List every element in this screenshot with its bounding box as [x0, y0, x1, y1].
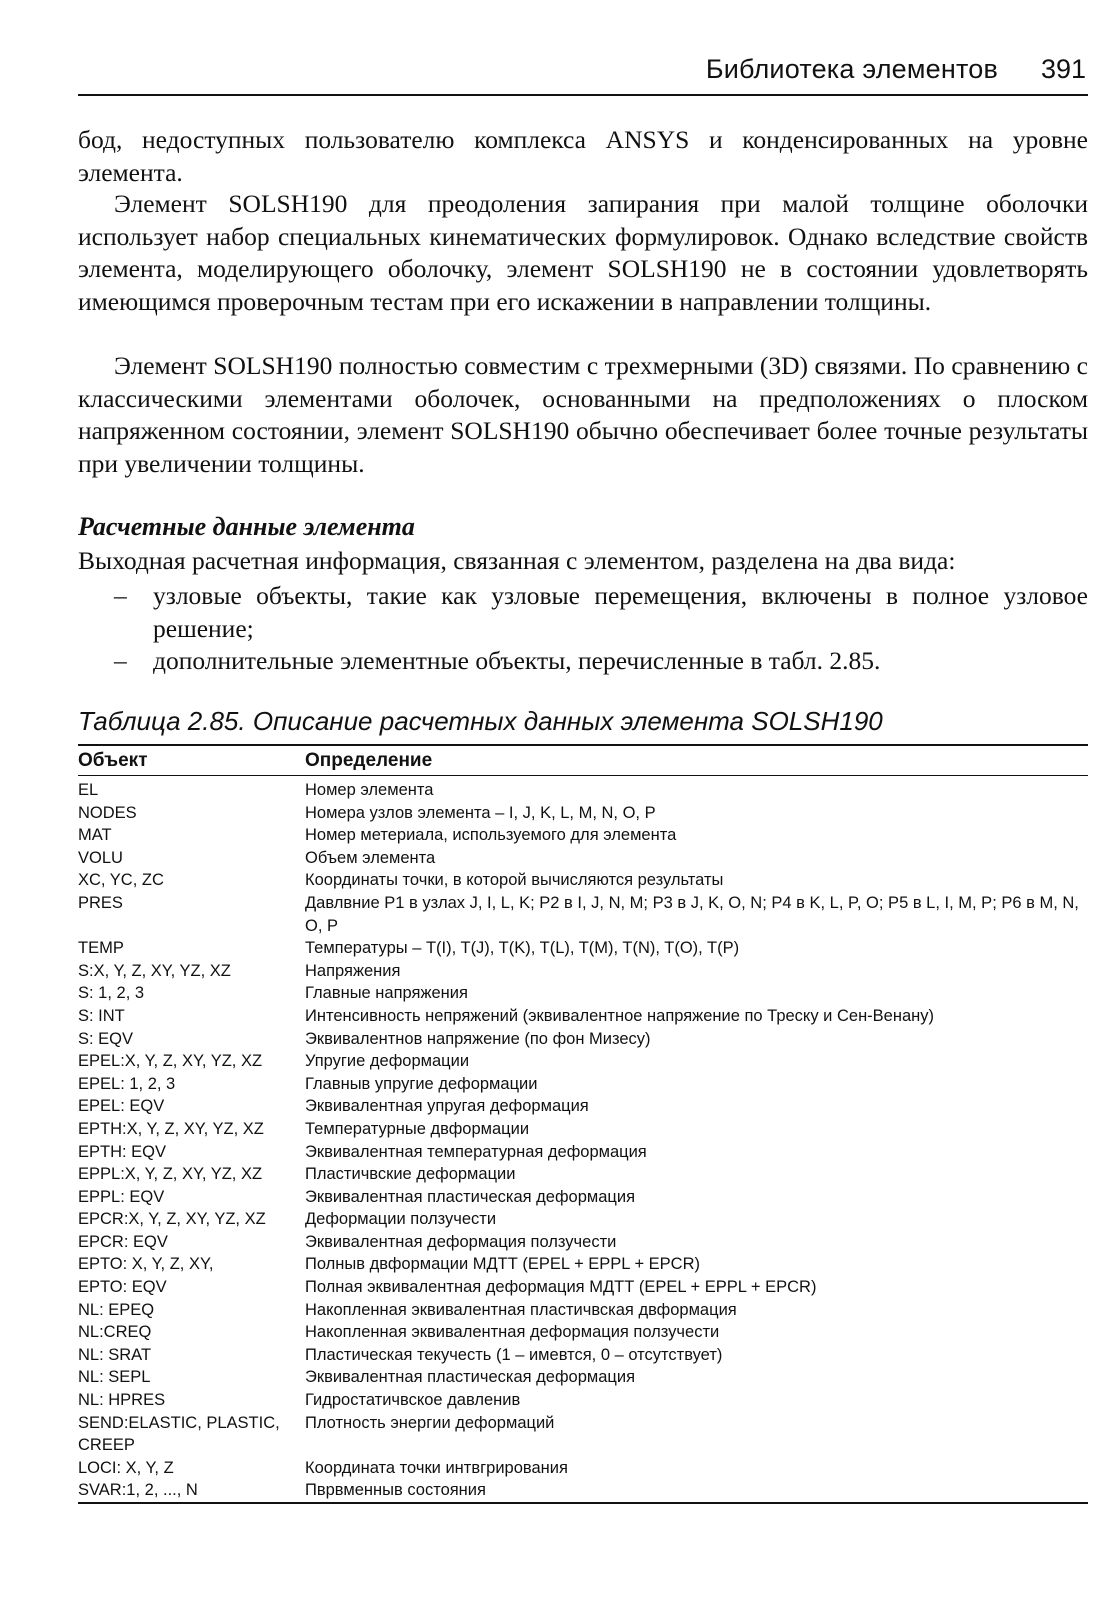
- paragraph-compatibility: Элемент SOLSH190 полностью совместим с трехмерными (3D) связями. По сравнению с классическими элементами оболочек, основанными на предположениях о плоском напряженном состоянии, элемент SOLSH190 обычно обеспечивает более точные результаты при увеличении толщины.: [78, 351, 1088, 478]
- cell-definition: Главныв упругие деформации: [305, 1074, 538, 1093]
- cell-object: S: EQV: [78, 1029, 134, 1048]
- cell-object: EPTH:X, Y, Z, XY, YZ, XZ: [78, 1119, 264, 1138]
- cell-definition: Эквивалентная пластическая деформация: [305, 1187, 636, 1206]
- cell-object: EPPL: EQV: [78, 1187, 165, 1206]
- table-row: [78, 1118, 1088, 1141]
- cell-object: SEND:ELASTIC, PLASTIC, CREEP: [78, 1413, 280, 1455]
- table-row: [78, 1299, 1088, 1322]
- cell-object: EPEL:X, Y, Z, XY, YZ, XZ: [78, 1052, 263, 1071]
- cell-definition: Гидростатичвское давленив: [305, 1391, 521, 1410]
- cell-object: NL: EPEQ: [78, 1300, 155, 1319]
- cell-object: EPTO: X, Y, Z, XY,: [78, 1255, 214, 1274]
- cell-object: EPCR:X, Y, Z, XY, YZ, XZ: [78, 1210, 266, 1229]
- table-row: [78, 1050, 1088, 1073]
- list-item: [78, 580, 1088, 645]
- cell-object: XC, YC, ZC: [78, 871, 164, 890]
- cell-object: S:X, Y, Z, XY, YZ, XZ: [78, 961, 231, 980]
- column-header-definition: Определение: [305, 750, 433, 771]
- table-row: [78, 847, 1088, 870]
- table-row: [78, 869, 1088, 892]
- table-body: [78, 776, 1088, 1502]
- table-row: [78, 1208, 1088, 1231]
- cell-object: TEMP: [78, 939, 124, 958]
- output-data-table: [78, 744, 1088, 1504]
- table-row: [78, 802, 1088, 825]
- cell-definition: Пврвменныв состояния: [305, 1481, 486, 1500]
- paragraph-continuation: бод, недоступных пользователю комплекса ANSYS и конденсированных на уровне элемента.: [78, 125, 1088, 187]
- running-header: [78, 48, 1088, 96]
- cell-definition: Полныв двформации МДТТ (EPEL + EPPL + EPCR): [305, 1255, 701, 1274]
- cell-object: MAT: [78, 826, 112, 845]
- cell-definition: Эквивалентнов напряжение (по фон Мизесу): [305, 1029, 651, 1048]
- bullet-dash: –: [114, 581, 127, 610]
- cell-object: NL: SEPL: [78, 1368, 151, 1387]
- cell-definition: Эквивалентная температурная деформация: [305, 1142, 647, 1161]
- list-item-text: дополнительные элементные объекты, перечисленные в табл. 2.85.: [153, 646, 881, 675]
- table-row: [78, 1253, 1088, 1276]
- column-header-object: Объект: [78, 750, 148, 771]
- table-bottom-rule: [78, 1502, 1088, 1504]
- running-header-title: Библиотека элементов: [705, 54, 998, 84]
- paragraph-locking: Элемент SOLSH190 для преодоления запирания при малой толщине оболочки использует набор специальных кинематических формулировок. Однако вследствие свойств элемента, моделирующего оболочку, элемент SOLSH190 не в состоянии удовлетворять имеющимся проверочным тестам при его искажении в направлении толщины.: [78, 189, 1088, 316]
- cell-definition: Давлвние P1 в узлах J, I, L, K; P2 в I, J, N, M; P3 в J, K, O, N; P4 в K, L, P, O; P5 в L, I, M, P; P6 в M, N, O, P: [305, 893, 1079, 935]
- table-row: [78, 1479, 1088, 1502]
- cell-object: VOLU: [78, 848, 123, 867]
- cell-object: EL: [78, 781, 99, 799]
- table-row: [78, 1389, 1088, 1412]
- cell-object: SVAR:1, 2, ..., N: [78, 1481, 198, 1500]
- output-kinds-list: [78, 580, 1088, 678]
- cell-definition: Номер метериала, используемого для элемента: [305, 826, 677, 845]
- cell-definition: Накопленная эквивалентная деформация ползучести: [305, 1323, 720, 1342]
- cell-object: NODES: [78, 803, 137, 822]
- section-intro: Выходная расчетная информация, связанная с элементом, разделена на два вида:: [78, 546, 956, 575]
- list-item: [78, 645, 1088, 678]
- cell-definition: Эквивалентная упругая деформация: [305, 1097, 589, 1116]
- cell-object: NL: HPRES: [78, 1391, 166, 1410]
- table-row: [78, 1412, 1088, 1457]
- cell-object: NL:CREQ: [78, 1323, 152, 1342]
- table-row: [78, 1321, 1088, 1344]
- cell-definition: Эквивалентная пластическая деформация: [305, 1368, 636, 1387]
- table-row: [78, 776, 1088, 802]
- cell-definition: Номер элемента: [305, 781, 434, 799]
- section-heading: Расчетные данные элемента: [78, 512, 415, 541]
- cell-definition: Главные напряжения: [305, 984, 468, 1003]
- cell-definition: Пластичвские деформации: [305, 1165, 516, 1184]
- cell-definition: Напряжения: [305, 961, 401, 980]
- table-row: [78, 1366, 1088, 1389]
- cell-object: EPPL:X, Y, Z, XY, YZ, XZ: [78, 1165, 263, 1184]
- table-row: [78, 1163, 1088, 1186]
- cell-object: LOCI: X, Y, Z: [78, 1458, 174, 1477]
- cell-definition: Температурные двформации: [305, 1119, 530, 1138]
- cell-definition: Плотность энергии деформаций: [305, 1413, 555, 1432]
- cell-object: EPEL: EQV: [78, 1097, 165, 1116]
- table-row: [78, 1141, 1088, 1164]
- table-row: [78, 1457, 1088, 1480]
- cell-object: EPTH: EQV: [78, 1142, 167, 1161]
- cell-definition: Эквивалентная деформация ползучести: [305, 1232, 617, 1251]
- cell-object: EPTO: EQV: [78, 1278, 167, 1297]
- table-row: [78, 824, 1088, 847]
- cell-definition: Температуры – T(I), T(J), T(K), T(L), T(M), T(N), T(O), T(P): [305, 939, 740, 958]
- cell-object: S: INT: [78, 1006, 125, 1025]
- table-row: [78, 892, 1088, 937]
- cell-definition: Накопленная эквивалентная пластичвская двформация: [305, 1300, 737, 1319]
- cell-definition: Деформации ползучести: [305, 1210, 497, 1229]
- table-row: [78, 1028, 1088, 1051]
- table-row: [78, 1344, 1088, 1367]
- table-caption: Таблица 2.85. Описание расчетных данных элемента SOLSH190: [78, 706, 883, 736]
- cell-definition: Полная эквивалентная деформация МДТТ (EPEL + EPPL + EPCR): [305, 1278, 817, 1297]
- cell-definition: Номера узлов элемента – I, J, K, L, M, N, O, P: [305, 803, 656, 822]
- bullet-dash: –: [114, 646, 127, 675]
- list-item-text: узловые объекты, такие как узловые перемещения, включены в полное узловое решение;: [153, 581, 1088, 643]
- cell-object: NL: SRAT: [78, 1345, 152, 1364]
- table-row: [78, 960, 1088, 983]
- definitions-table: [78, 746, 1088, 1502]
- cell-object: S: 1, 2, 3: [78, 984, 145, 1003]
- cell-object: EPCR: EQV: [78, 1232, 168, 1251]
- cell-object: PRES: [78, 893, 123, 912]
- cell-definition: Объем элемента: [305, 848, 436, 867]
- table-row: [78, 1073, 1088, 1096]
- table-row: [78, 1005, 1088, 1028]
- table-row: [78, 1231, 1088, 1254]
- page-number: 391: [1040, 54, 1086, 84]
- cell-definition: Координаты точки, в которой вычисляются результаты: [305, 871, 724, 890]
- table-row: [78, 1095, 1088, 1118]
- table-row: [78, 1186, 1088, 1209]
- table-header-row: [78, 746, 1088, 775]
- cell-definition: Пластическая текучесть (1 – имевтся, 0 – отсутствует): [305, 1345, 723, 1364]
- cell-definition: Интенсивность непряжений (эквивалентное напряжение по Треску и Сен-Венану): [305, 1006, 934, 1025]
- table-row: [78, 982, 1088, 1005]
- table-row: [78, 1276, 1088, 1299]
- cell-definition: Упругие деформации: [305, 1052, 470, 1071]
- cell-definition: Координата точки интвгрирования: [305, 1458, 568, 1477]
- table-row: [78, 937, 1088, 960]
- cell-object: EPEL: 1, 2, 3: [78, 1074, 176, 1093]
